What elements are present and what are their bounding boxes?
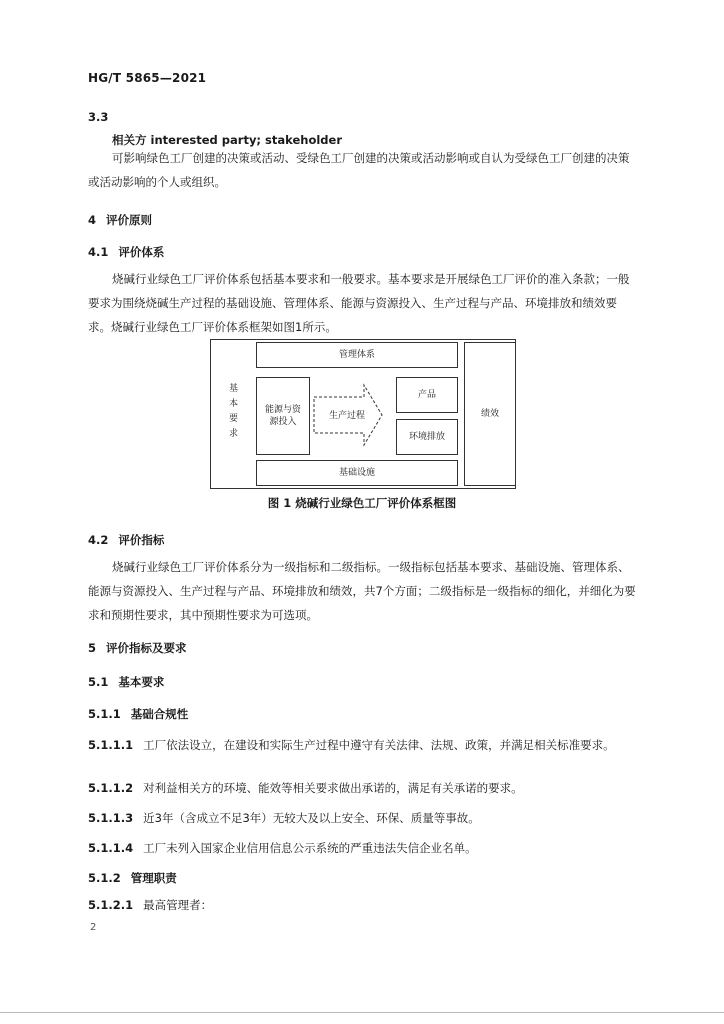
- section-5-1-heading: [88, 674, 164, 690]
- section-5-heading: [88, 640, 187, 656]
- clause-5-1-1-4: [88, 836, 636, 860]
- performance-box: 绩效: [464, 342, 516, 486]
- section-title: 基本要求: [118, 675, 165, 689]
- clause-5-1-1-2: [88, 776, 636, 800]
- management-system-box: 管理体系: [256, 342, 458, 368]
- energy-resource-input-box: 能源与资源投入: [256, 377, 310, 455]
- section-number: 5.1.2: [88, 871, 121, 885]
- section-title: 评价体系: [118, 245, 165, 259]
- clause-number: 5.1.1.2: [88, 781, 134, 795]
- section-number: 4: [88, 213, 97, 227]
- clause-text: 工厂依法设立，在建设和实际生产过程中遵守有关法律、法规、政策，并满足相关标准要求。: [143, 738, 615, 752]
- figure-1-caption: 图 1 烧碱行业绿色工厂评价体系框图: [267, 496, 457, 510]
- section-number: 5.1: [88, 675, 109, 689]
- section-title: 评价指标: [118, 533, 165, 547]
- section-title: 评价原则: [106, 213, 153, 227]
- environmental-emission-box: 环境排放: [396, 419, 458, 455]
- clause-text: 最高管理者：: [143, 898, 213, 912]
- clause-number: 5.1.1.3: [88, 811, 134, 825]
- clause-number: 5.1.1.4: [88, 841, 134, 855]
- section-title: 管理职责: [130, 871, 177, 885]
- section-number: 4.2: [88, 533, 109, 547]
- clause-number: 5.1.1.1: [88, 738, 134, 752]
- production-process-label: 生产过程: [328, 411, 365, 421]
- basic-requirements-label: 基本要求: [215, 344, 249, 482]
- section-4-1-text: 烧碱行业绿色工厂评价体系包括基本要求和一般要求。基本要求是开展绿色工厂评价的准入条款；一般要求为围绕烧碱生产过程的基础设施、管理体系、能源与资源投入、生产过程与产品、环境排放和绩效要求。烧碱行业绿色工厂评价体系框架如图1所示。: [88, 272, 630, 334]
- section-5-1-1-heading: [88, 706, 188, 722]
- product-box: 产品: [396, 377, 458, 413]
- section-4-2-text: 烧碱行业绿色工厂评价体系分为一级指标和二级指标。一级指标包括基本要求、基础设施、管理体系、能源与资源投入、生产过程与产品、环境排放和绩效，共7个方面；二级指标是一级指标的细化，并细化为要求和预期性要求，其中预期性要求为可选项。: [88, 560, 636, 622]
- infrastructure-box: 基础设施: [256, 460, 458, 486]
- section-title: 基础合规性: [130, 707, 189, 721]
- section-4-heading: [88, 212, 152, 228]
- term-stakeholder: 相关方 interested party; stakeholder: [112, 133, 343, 147]
- section-5-1-2-heading: [88, 870, 177, 886]
- section-title: 评价指标及要求: [106, 641, 187, 655]
- clause-text: 近3年（含成立不足3年）无较大及以上安全、环保、质量等事故。: [143, 811, 480, 825]
- clause-5-1-2-1: [88, 893, 636, 917]
- term-definition: 可影响绿色工厂创建的决策或活动、受绿色工厂创建的决策或活动影响或自认为受绿色工厂创建的决策或活动影响的个人或组织。: [88, 151, 630, 189]
- page-number: 2: [90, 922, 97, 933]
- clause-text: 对利益相关方的环境、能效等相关要求做出承诺的，满足有关承诺的要求。: [143, 781, 523, 795]
- clause-5-1-1-3: [88, 806, 636, 830]
- clause-number: 5.1.2.1: [88, 898, 134, 912]
- standard-id-header: HG/T 5865—2021: [88, 71, 207, 85]
- clause-text: 工厂未列入国家企业信用信息公示系统的严重违法失信企业名单。: [143, 841, 477, 855]
- section-number: 4.1: [88, 245, 109, 259]
- section-4-2-heading: [88, 532, 164, 548]
- page-bottom-rule: [0, 1012, 724, 1013]
- section-4-1-heading: [88, 244, 164, 260]
- section-number: 5: [88, 641, 97, 655]
- section-3-3-number: 3.3: [88, 110, 109, 124]
- clause-5-1-1-1: [88, 733, 636, 757]
- section-number: 5.1.1: [88, 707, 121, 721]
